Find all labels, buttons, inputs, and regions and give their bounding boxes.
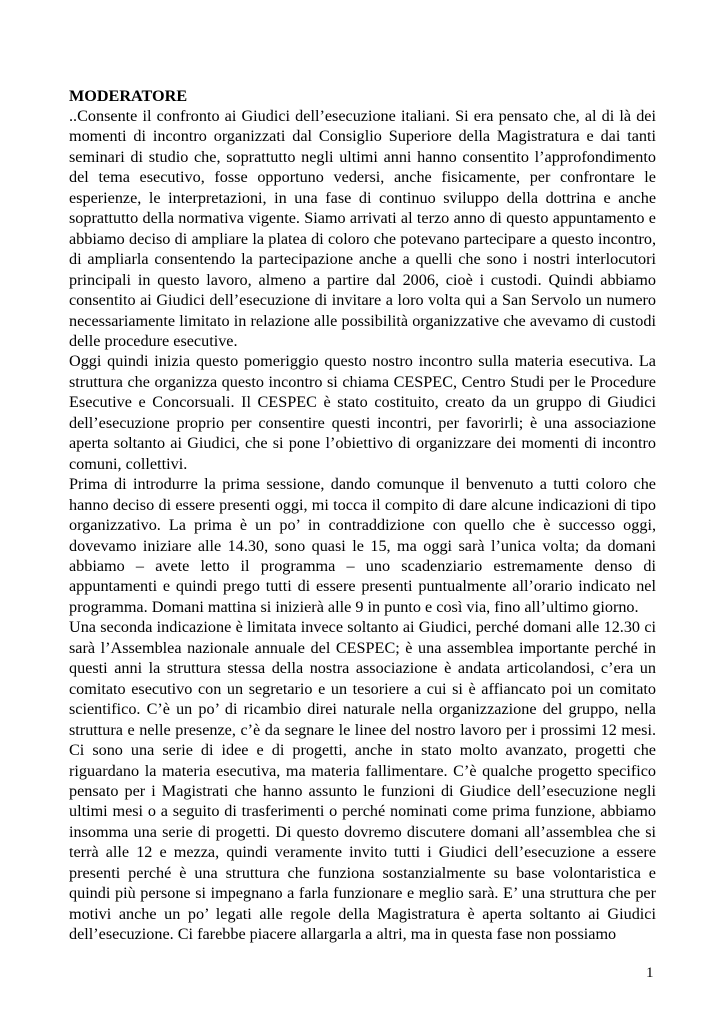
page-number: 1 (646, 965, 654, 981)
paragraph-intro: ..Consente il confronto ai Giudici dell’esecuzione italiani. Si era pensato che, al di là dei momenti di incontro organizzati dal Consiglio Superiore della Magistratura e dai tanti seminari di studio che, soprattutto negli ultimi anni hanno consentito l’approfondimento del tema esecutivo, fosse opportuno vedersi, anche fisicamente, per confrontare le esperienze, le interpretazioni, in una fase di continuo sviluppo della dottrina e anche soprattutto della normativa vigente. Siamo arrivati al terzo anno di questo appuntamento e abbiamo deciso di ampliare la platea di coloro che potevano partecipare a questo incontro, di ampliarla consentendo la partecipazione anche a quelli che sono i nostri interlocutori principali in questo lavoro, almeno a partire dal 2006, cioè i custodi. Quindi abbiamo consentito ai Giudici dell’esecuzione di invitare a loro volta qui a San Servolo un numero necessariamente limitato in relazione alle possibilità organizzative che avevamo di custodi delle procedure esecutive. (69, 107, 656, 350)
paragraph-organization: Prima di introdurre la prima sessione, dando comunque il benvenuto a tutti coloro che hanno deciso di essere presenti oggi, mi tocca il compito di dare alcune indicazioni di tipo organizzativo. La prima è un po’ in contraddizione con quello che è successo oggi, dovevamo iniziare alle 14.30, sono quasi le 15, ma oggi sarà l’unica volta; da domani abbiamo – avete letto il programma – uno scadenziario estremamente denso di appuntamenti e quindi prego tutti di essere presenti puntualmente all’orario indicato nel programma. Domani mattina si inizierà alle 9 in punto e così via, fino all’ultimo giorno. (69, 475, 656, 616)
speaker-heading: MODERATORE (69, 87, 188, 105)
paragraph-assembly: Una seconda indicazione è limitata invece soltanto ai Giudici, perché domani alle 12.30 ci sarà l’Assemblea nazionale annuale del CESPEC; è una assemblea importante perché in questi anni la struttura stessa della nostra associazione è andata articolandosi, c’era un comitato esecutivo con un segretario e un tesoriere a cui si è affiancato poi un comitato scientifico. C’è un po’ di ricambio direi naturale nella organizzazione del gruppo, nella struttura e nelle presenze, c’è da segnare le linee del nostro lavoro per i prossimi 12 mesi. Ci sono una serie di idee e di progetti, anche in stato molto avanzato, progetti che riguardano la materia esecutiva, ma materia fallimentare. C’è qualche progetto specifico pensato per i Magistrati che hanno assunto le funzioni di Giudice dell’esecuzione negli ultimi mesi o a seguito di trasferimenti o perché nominati come prima funzione, abbiamo insomma una serie di progetti. Di questo dovremo discutere domani all’assemblea che si terrà alle 12 e mezza, quindi veramente invito tutti i Giudici dell’esecuzione a essere presenti perché è una struttura che funziona sostanzialmente su base volontaristica e quindi più persone si impegnano a farla funzionare e meglio sarà. E’ una struttura che per motivi anche un po’ legati alle regole della Magistratura è aperta soltanto ai Giudici dell’esecuzione. Ci farebbe piacere allargarla a altri, ma in questa fase non possiamo (69, 618, 656, 944)
document-page (69, 86, 656, 945)
paragraph-cespec: Oggi quindi inizia questo pomeriggio questo nostro incontro sulla materia esecutiva. La struttura che organizza questo incontro si chiama CESPEC, Centro Studi per le Procedure Esecutive e Concorsuali. Il CESPEC è stato costituito, creato da un gruppo di Giudici dell’esecuzione proprio per consentire questi incontri, per favorirli; è una associazione aperta soltanto ai Giudici, che si pone l’obiettivo di organizzare dei momenti di incontro comuni, collettivi. (69, 352, 656, 473)
